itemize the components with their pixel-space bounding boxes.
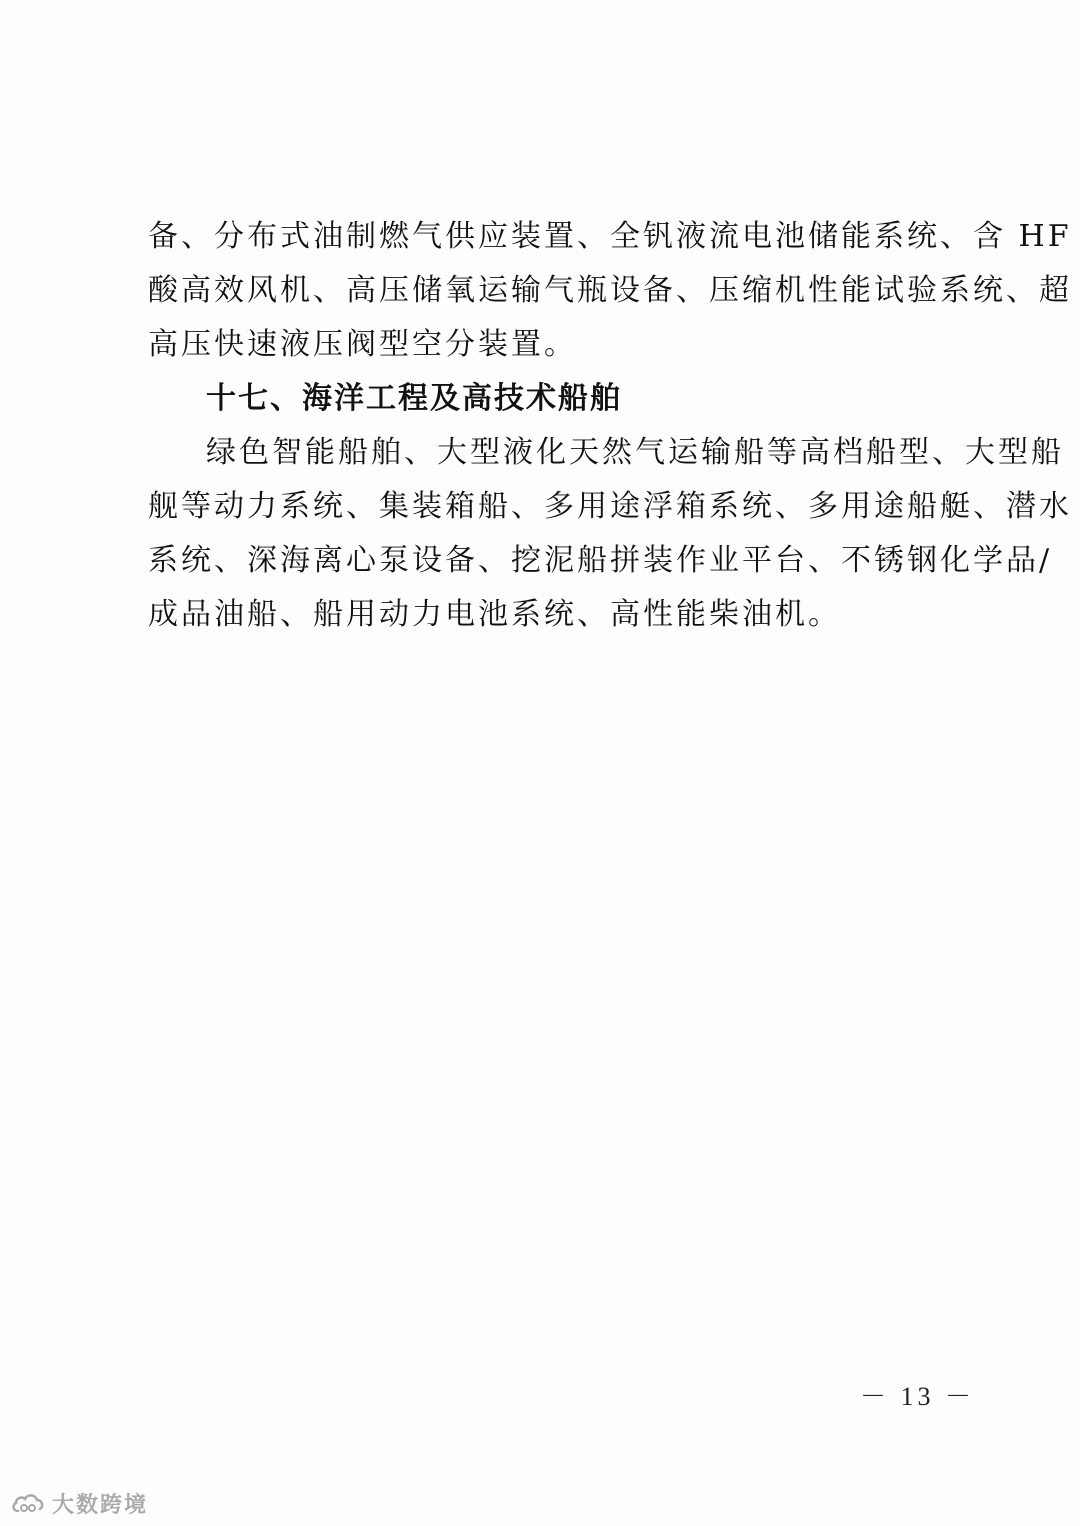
paragraph-line: 高压快速液压阀型空分装置。	[148, 327, 577, 362]
document-body	[148, 210, 1072, 642]
section-heading: 十七、海洋工程及高技术船舶	[206, 381, 622, 416]
paragraph-line: 舰等动力系统、集装箱船、多用途浮箱系统、多用途船艇、潜水	[148, 489, 1072, 524]
paragraph-line: 系统、深海离心泵设备、挖泥船拼装作业平台、不锈钢化学品/	[148, 543, 1053, 578]
cloud-logo-icon	[10, 1491, 46, 1517]
paragraph-line: 成品油船、船用动力电池系统、高性能柴油机。	[148, 597, 841, 632]
page-number: － 13 －	[860, 1382, 976, 1411]
paragraph-line: 备、分布式油制燃气供应装置、全钒液流电池储能系统、含 HF	[148, 219, 1072, 254]
paragraph-line: 酸高效风机、高压储氧运输气瓶设备、压缩机性能试验系统、超	[148, 273, 1072, 308]
watermark-text: 大数跨境	[52, 1493, 149, 1518]
watermark	[10, 1488, 148, 1519]
paragraph-line: 绿色智能船舶、大型液化天然气运输船等高档船型、大型船	[206, 435, 1064, 470]
